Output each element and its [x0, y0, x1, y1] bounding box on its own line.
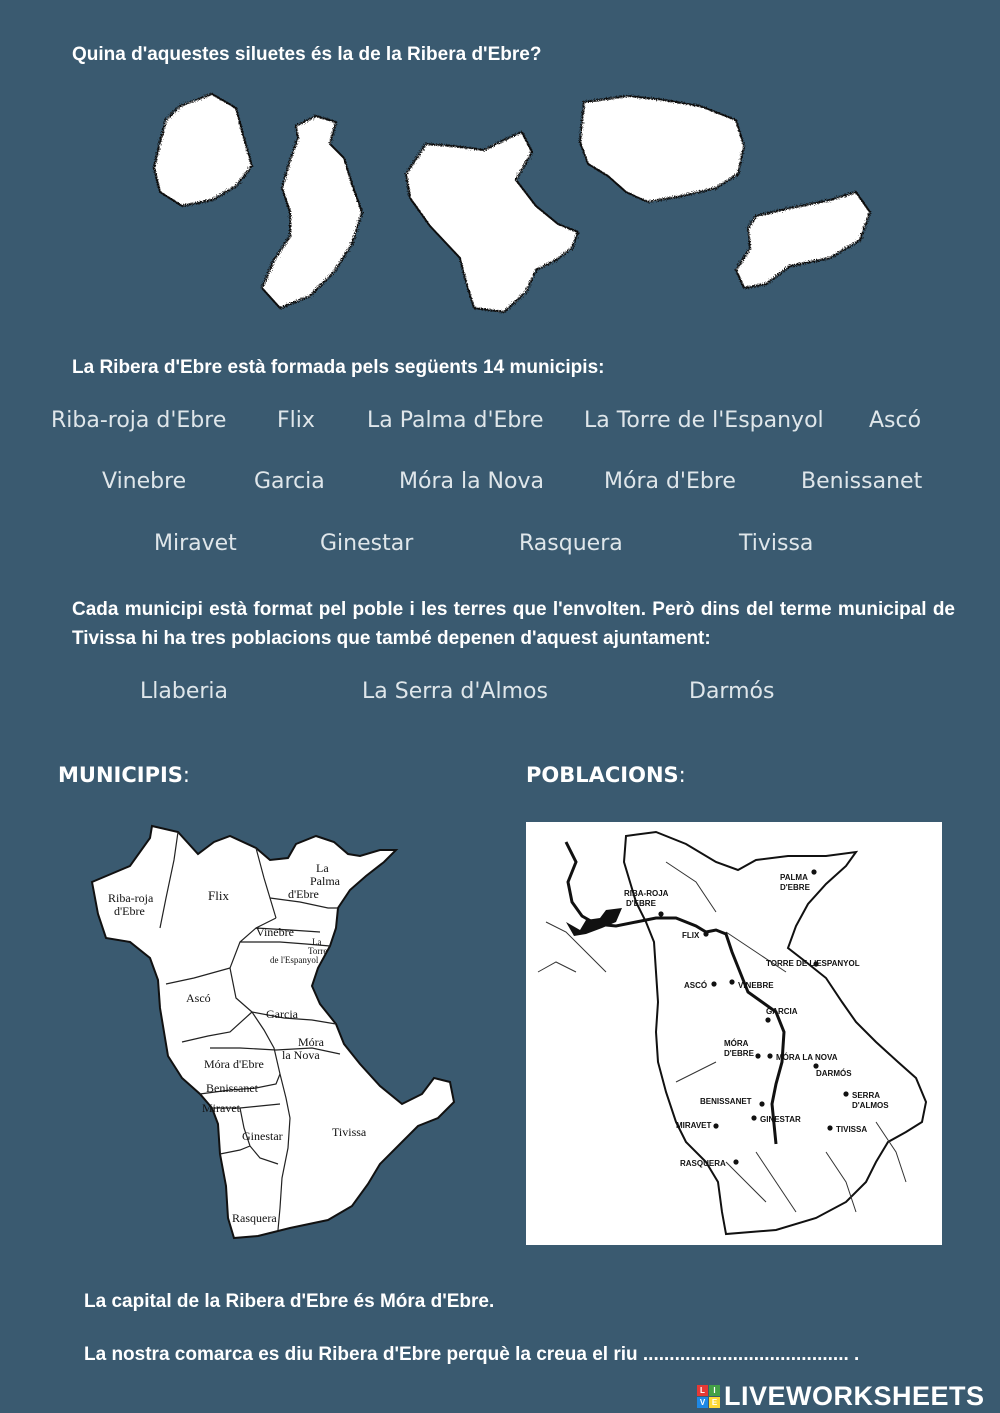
chip-la-torre[interactable]: La Torre de l'Espanyol	[584, 408, 824, 433]
map1-label-ribaroja-2: d'Ebre	[114, 904, 145, 918]
map-municipis	[80, 818, 460, 1243]
silhouettes-row	[140, 88, 890, 328]
chip-flix[interactable]: Flix	[277, 408, 315, 433]
map2-label-benissanet: BENISSANET	[700, 1097, 752, 1106]
map2-label-tivissa: TIVISSA	[836, 1125, 868, 1134]
map2-dot-vinebre	[729, 979, 734, 984]
map-poblacions	[526, 822, 942, 1245]
river-sentence	[84, 1344, 859, 1366]
map1-label-rasquera: Rasquera	[232, 1211, 277, 1225]
silhouette-1[interactable]	[154, 94, 252, 206]
map2-label-moradebre-1: MÓRA	[724, 1039, 749, 1048]
map2-dot-miravet	[713, 1123, 718, 1128]
chip-riba-roja[interactable]: Riba-roja d'Ebre	[51, 408, 227, 433]
chip-ginestar[interactable]: Ginestar	[320, 531, 414, 556]
map2-label-serra-2: D'ALMOS	[852, 1101, 889, 1110]
map1-label-moranova-1: Móra	[298, 1035, 324, 1049]
map1-label-moradebre: Móra d'Ebre	[204, 1057, 264, 1071]
chip-asco[interactable]: Ascó	[869, 408, 922, 433]
map2-label-moranova: MÓRA LA NOVA	[776, 1053, 838, 1062]
map2-label-vinebre: VINEBRE	[738, 981, 774, 990]
chip-vinebre[interactable]: Vinebre	[102, 469, 187, 494]
map2-dot-tivissa	[827, 1125, 832, 1130]
map1-label-moranova-2: la Nova	[282, 1048, 320, 1062]
logo-icon-v: V	[697, 1397, 708, 1408]
heading-poblacions: POBLACIONS:	[526, 763, 686, 787]
map2-label-ginestar: GINESTAR	[760, 1115, 801, 1124]
silhouette-4[interactable]	[580, 96, 744, 202]
map1-label-torre-2: Torre	[308, 946, 328, 956]
map1-label-benissanet: Benissanet	[206, 1081, 258, 1095]
map2-dot-moradebre	[755, 1053, 760, 1058]
chip-mora-debre[interactable]: Móra d'Ebre	[604, 469, 736, 494]
question-silhouettes: Quina d'aquestes siluetes és la de la Ribera d'Ebre?	[72, 44, 542, 65]
chip-la-palma[interactable]: La Palma d'Ebre	[367, 408, 544, 433]
map1-label-vinebre: Vinebre	[256, 925, 294, 939]
map2-dot-palma	[811, 869, 816, 874]
map1-label-palma-1: La	[316, 861, 329, 875]
map2-label-flix: FLIX	[682, 931, 700, 940]
river-answer-blank[interactable]: ....................................... .	[642, 1344, 860, 1365]
chip-darmos[interactable]: Darmós	[689, 679, 775, 704]
map1-label-palma-2: Palma	[310, 874, 340, 888]
map1-label-ginestar: Ginestar	[242, 1129, 283, 1143]
map2-label-garcia: GARCIA	[766, 1007, 798, 1016]
map1-label-ribaroja-1: Riba-roja	[108, 891, 154, 905]
map1-label-torre-3: de l'Espanyol	[270, 955, 319, 965]
map2-dot-ginestar	[751, 1115, 756, 1120]
capital-sentence: La capital de la Ribera d'Ebre és Móra d'Ebre.	[84, 1291, 495, 1312]
logo-icon-i: I	[709, 1385, 720, 1396]
map2-label-darmos: DARMÓS	[816, 1069, 852, 1078]
map1-label-tivissa: Tivissa	[332, 1125, 367, 1139]
map2-dot-asco	[711, 981, 716, 986]
map2-dot-moranova	[767, 1053, 772, 1058]
map2-dot-benissanet	[759, 1101, 764, 1106]
map2-dot-flix	[703, 931, 708, 936]
heading-municipis: MUNICIPIS:	[58, 763, 190, 787]
map2-dot-serra	[843, 1091, 848, 1096]
silhouette-5[interactable]	[736, 192, 870, 288]
map2-label-palma-2: D'EBRE	[780, 883, 810, 892]
chip-la-serra[interactable]: La Serra d'Almos	[362, 679, 548, 704]
map2-label-moradebre-2: D'EBRE	[724, 1049, 754, 1058]
logo-icon	[697, 1385, 720, 1408]
intro-municipis: La Ribera d'Ebre està formada pels següents 14 municipis:	[72, 357, 605, 378]
map2-label-ribaroja-1: RIBA-ROJA	[624, 889, 669, 898]
map2-dot-rasquera	[733, 1159, 738, 1164]
map2-background	[526, 822, 942, 1245]
map2-label-asco: ASCÓ	[684, 981, 708, 990]
chip-rasquera[interactable]: Rasquera	[519, 531, 623, 556]
logo-text: LIVEWORKSHEETS	[724, 1381, 985, 1411]
map2-label-miravet: MIRAVET	[676, 1121, 712, 1130]
chip-tivissa[interactable]: Tivissa	[739, 531, 814, 556]
river-sentence-text: La nostra comarca es diu Ribera d'Ebre perquè la creua el riu	[84, 1344, 638, 1365]
map1-label-palma-3: d'Ebre	[288, 887, 319, 901]
paragraph-tivissa: Cada municipi està format pel poble i les terres que l'envolten. Però dins del terme municipal de Tivissa hi ha tres poblacions que també depenen d'aquest ajuntament:	[72, 599, 955, 649]
chip-mora-la-nova[interactable]: Móra la Nova	[399, 469, 544, 494]
map2-label-ribaroja-2: D'EBRE	[626, 899, 656, 908]
logo-icon-l: L	[697, 1385, 708, 1396]
map2-dot-ribaroja	[658, 911, 663, 916]
map1-label-flix: Flix	[208, 888, 229, 903]
silhouette-2[interactable]	[262, 116, 362, 308]
chip-llaberia[interactable]: Llaberia	[140, 679, 228, 704]
map2-dot-garcia	[765, 1017, 770, 1022]
map1-label-garcia: Garcia	[266, 1007, 298, 1021]
liveworksheets-logo[interactable]	[697, 1381, 985, 1412]
logo-icon-e: E	[709, 1397, 720, 1408]
map2-label-palma-1: PALMA	[780, 873, 808, 882]
map1-label-torre-1: La	[312, 937, 322, 947]
map2-dot-darmos	[813, 1063, 818, 1068]
map2-label-torre: TORRE DE L'ESPANYOL	[766, 959, 860, 968]
map1-outline	[92, 826, 454, 1238]
chip-miravet[interactable]: Miravet	[154, 531, 237, 556]
silhouette-3[interactable]	[406, 132, 578, 312]
map2-label-rasquera: RASQUERA	[680, 1159, 726, 1168]
chip-benissanet[interactable]: Benissanet	[801, 469, 923, 494]
map2-label-serra-1: SERRA	[852, 1091, 881, 1100]
map1-label-miravet: Miravet	[202, 1101, 240, 1115]
map1-label-asco: Ascó	[186, 991, 211, 1005]
chip-garcia[interactable]: Garcia	[254, 469, 325, 494]
